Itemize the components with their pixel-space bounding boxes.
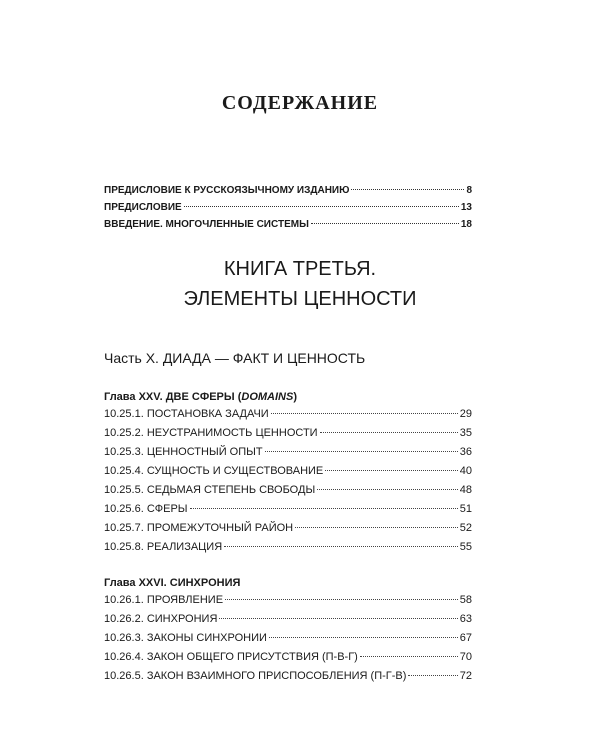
toc-entry-page: 67	[459, 632, 472, 644]
dot-leader	[184, 205, 459, 207]
toc-entry[interactable]	[104, 443, 472, 462]
toc-entry[interactable]	[104, 405, 472, 424]
part-heading: Часть X. ДИАДА — ФАКТ И ЦЕННОСТЬ	[104, 350, 366, 366]
toc-entry-label: ПРЕДИСЛОВИЕ	[104, 202, 182, 213]
toc-entry-label: 10.26.5. ЗАКОН ВЗАИМНОГО ПРИСПОСОБЛЕНИЯ (П-Г-В)	[104, 670, 407, 682]
book-title-line-2: ЭЛЕМЕНТЫ ЦЕННОСТИ	[183, 288, 417, 310]
toc-entry-preface[interactable]	[104, 199, 472, 216]
dot-leader	[265, 450, 458, 452]
toc-entry-page: 55	[459, 541, 472, 553]
toc-entry-label: 10.25.3. ЦЕННОСТНЫЙ ОПЫТ	[104, 446, 263, 458]
toc-entry-label: ВВЕДЕНИЕ. МНОГОЧЛЕННЫЕ СИСТЕМЫ	[104, 219, 309, 230]
toc-entry-label: 10.25.5. СЕДЬМАЯ СТЕПЕНЬ СВОБОДЫ	[104, 484, 316, 496]
toc-entry-label: 10.25.8. РЕАЛИЗАЦИЯ	[104, 541, 223, 553]
toc-entry-label: 10.25.4. СУЩНОСТЬ И СУЩЕСТВОВАНИЕ	[104, 465, 324, 477]
dot-leader	[295, 526, 458, 528]
toc-entry[interactable]	[104, 667, 472, 686]
toc-entry-page: 72	[459, 670, 472, 682]
toc-entry-page: 13	[460, 202, 472, 213]
toc-entry-label: 10.25.1. ПОСТАНОВКА ЗАДАЧИ	[104, 408, 269, 420]
toc-entry-page: 63	[459, 613, 472, 625]
dot-leader	[271, 412, 458, 414]
dot-leader	[311, 222, 459, 224]
toc-entry-label: 10.25.2. НЕУСТРАНИМОСТЬ ЦЕННОСТИ	[104, 427, 318, 439]
front-matter-list	[104, 182, 472, 233]
toc-entry[interactable]	[104, 538, 472, 557]
toc-entry-preface-russian[interactable]	[104, 182, 472, 199]
dot-leader	[325, 469, 457, 471]
dot-leader	[320, 431, 458, 433]
toc-entry-label: 10.25.6. СФЕРЫ	[104, 503, 188, 515]
toc-entry-label: 10.26.3. ЗАКОНЫ СИНХРОНИИ	[104, 632, 267, 644]
toc-entry-label: 10.26.1. ПРОЯВЛЕНИЕ	[104, 594, 224, 606]
toc-entry-page: 70	[459, 651, 472, 663]
toc-entry-page: 40	[459, 465, 472, 477]
dot-leader	[225, 598, 458, 600]
dot-leader	[219, 617, 457, 619]
page-title: СОДЕРЖАНИЕ	[221, 92, 379, 114]
toc-entry-page: 48	[459, 484, 472, 496]
toc-entry-page: 36	[459, 446, 472, 458]
toc-entry-label: 10.26.4. ЗАКОН ОБЩЕГО ПРИСУТСТВИЯ (П-В-Г)	[104, 651, 358, 663]
toc-entry[interactable]	[104, 424, 472, 443]
toc-entry-label: 10.26.2. СИНХРОНИЯ	[104, 613, 218, 625]
toc-entry-page: 18	[460, 219, 472, 230]
dot-leader	[360, 655, 458, 657]
chapter-25	[104, 389, 472, 557]
chapter-heading-tail: )	[293, 391, 297, 403]
chapter-heading-emphasis: DOMAINS	[241, 391, 294, 403]
dot-leader	[224, 545, 458, 547]
dot-leader	[269, 636, 458, 638]
toc-entry-introduction[interactable]	[104, 216, 472, 233]
toc-entry-page: 58	[459, 594, 472, 606]
toc-entry[interactable]	[104, 610, 472, 629]
dot-leader	[351, 188, 464, 190]
toc-entry-page: 29	[459, 408, 472, 420]
book-title	[0, 254, 600, 314]
toc-entry-page: 51	[459, 503, 472, 515]
toc-entry[interactable]	[104, 591, 472, 610]
toc-entry[interactable]	[104, 462, 472, 481]
toc-entry-label: 10.25.7. ПРОМЕЖУТОЧНЫЙ РАЙОН	[104, 522, 294, 534]
dot-leader	[408, 674, 457, 676]
toc-entry[interactable]	[104, 481, 472, 500]
book-title-line-1: КНИГА ТРЕТЬЯ.	[223, 258, 377, 280]
toc-entry-page: 35	[459, 427, 472, 439]
toc-entry[interactable]	[104, 500, 472, 519]
toc-entry-page: 52	[459, 522, 472, 534]
dot-leader	[190, 507, 458, 509]
chapter-heading-text: Глава XXV. ДВЕ СФЕРЫ (	[104, 391, 242, 403]
dot-leader	[317, 488, 458, 490]
chapter-heading[interactable]: Глава XXVI. СИНХРОНИЯ	[104, 577, 241, 589]
toc-entry-label: ПРЕДИСЛОВИЕ К РУССКОЯЗЫЧНОМУ ИЗДАНИЮ	[104, 185, 350, 196]
chapter-26	[104, 575, 472, 686]
toc-entry[interactable]	[104, 629, 472, 648]
chapter-heading[interactable]	[104, 389, 472, 405]
toc-entry[interactable]	[104, 519, 472, 538]
toc-entry-page: 8	[466, 185, 472, 196]
toc-entry[interactable]	[104, 648, 472, 667]
